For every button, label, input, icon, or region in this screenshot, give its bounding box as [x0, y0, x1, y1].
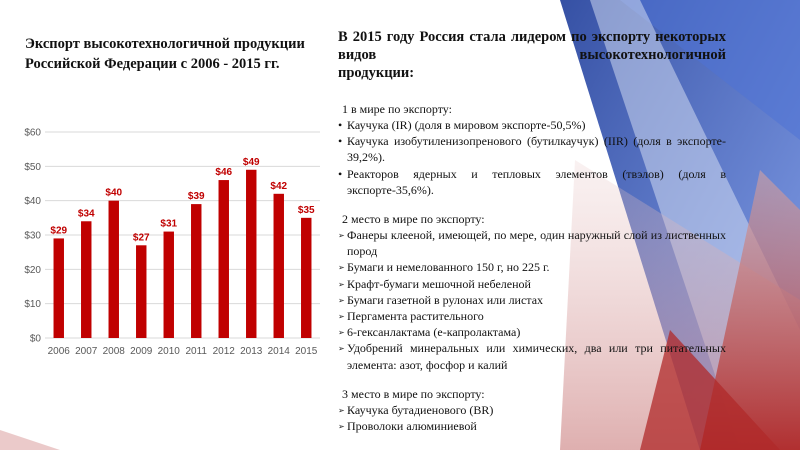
list-item: ➢ Бумаги газетной в рулонах или листах [338, 292, 726, 308]
list-item: • Каучука (IR) (доля в мировом экспорте-50,5%) [338, 117, 726, 133]
list-item: ➢ 6-гексанлактама (е-капролактама) [338, 324, 726, 340]
left-title: Экспорт высокотехнологичной продукции Российской Федерации с 2006 - 2015 гг. [25, 36, 305, 72]
y-tick-label: $0 [29, 333, 41, 345]
x-tick-label: 2007 [75, 346, 98, 357]
data-label: $34 [77, 208, 95, 220]
x-tick-label: 2015 [295, 346, 318, 357]
list-item: ➢ Фанеры клееной, имеющей, по мере, один наружный слой из лиственных пород [338, 227, 726, 259]
x-tick-label: 2013 [240, 346, 263, 357]
x-tick-label: 2011 [185, 346, 208, 357]
x-tick-label: 2006 [47, 346, 70, 357]
bar-2013 [246, 170, 256, 338]
bar-2009 [136, 245, 146, 338]
export-bar-chart [15, 120, 325, 365]
right-text-panel [338, 28, 726, 434]
section-2 [338, 212, 726, 373]
section-title: 2 место в мире по экспорту: [342, 212, 485, 227]
data-label: $40 [105, 187, 123, 199]
bar-2012 [219, 180, 229, 338]
data-label: $31 [160, 218, 178, 230]
y-tick-label: $20 [24, 264, 41, 276]
right-heading [338, 28, 726, 82]
list-item: ➢ Проволоки алюминиевой [338, 418, 726, 434]
list-item: ➢ Каучука бутадиенового (BR) [338, 402, 726, 418]
section-list [338, 227, 726, 373]
data-label: $42 [270, 180, 288, 192]
bar-2014 [274, 194, 284, 338]
bar-2015 [301, 218, 311, 338]
data-label: $27 [132, 232, 150, 244]
data-label: $49 [242, 156, 260, 168]
decor-bottom-left [0, 430, 60, 450]
right-heading-line1: В 2015 году Россия стала лидером по экспорту некоторых видов высокотехнологичной [338, 29, 726, 63]
section-3 [338, 387, 726, 434]
bar-2011 [191, 204, 201, 338]
section-list [338, 402, 726, 434]
x-tick-label: 2008 [102, 346, 125, 357]
x-tick-label: 2010 [157, 346, 180, 357]
list-item: • Реакторов ядерных и тепловых элементов (твэлов) (доля в экспорте-35,6%). [338, 166, 726, 198]
data-label: $29 [50, 225, 68, 237]
section-list [338, 117, 726, 198]
list-item: ➢ Крафт-бумаги мешочной небеленой [338, 276, 726, 292]
y-tick-label: $50 [24, 161, 41, 173]
x-tick-label: 2014 [267, 346, 290, 357]
data-label: $46 [215, 167, 233, 179]
y-tick-label: $10 [24, 299, 41, 311]
list-item: ➢ Удобрений минеральных или химических, два или три питательных элемента: азот, фосфор и калий [338, 340, 726, 372]
y-tick-label: $30 [24, 230, 41, 242]
section-1 [338, 102, 726, 198]
section-title: 3 место в мире по экспорту: [342, 386, 485, 401]
list-item: ➢ Бумаги и немелованного 150 г, но 225 г. [338, 259, 726, 275]
y-tick-label: $60 [24, 127, 41, 139]
bar-2006 [54, 238, 64, 338]
x-tick-label: 2009 [130, 346, 153, 357]
list-item: • Каучука изобутиленизопренового (бутилкаучук) (IIR) (доля в экспорте- 39,2%). [338, 133, 726, 165]
export-sections [338, 102, 726, 434]
bar-2008 [109, 201, 119, 338]
right-heading-line2: продукции: [338, 65, 415, 81]
x-tick-label: 2012 [212, 346, 235, 357]
section-title: 1 в мире по экспорту: [342, 102, 452, 116]
bar-2007 [81, 221, 91, 338]
y-tick-label: $40 [24, 196, 41, 208]
bar-2010 [164, 232, 174, 338]
data-label: $39 [187, 191, 205, 203]
data-label: $35 [297, 204, 315, 216]
list-item: ➢ Пергамента растительного [338, 308, 726, 324]
